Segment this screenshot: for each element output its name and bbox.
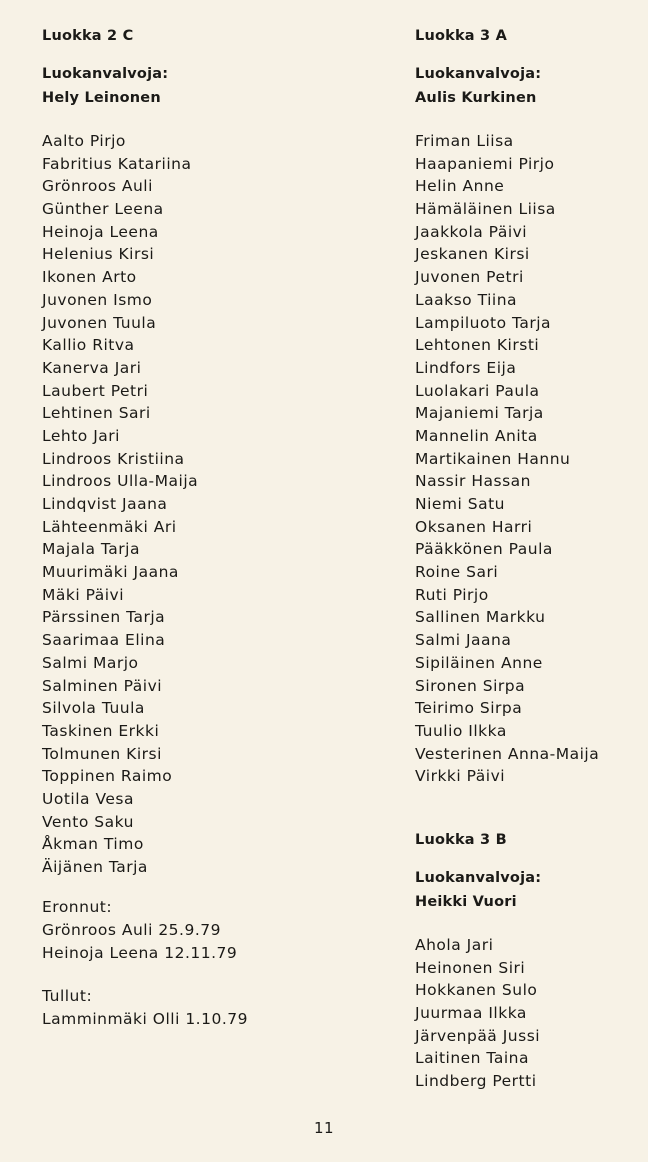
teacher-name: Heikki Vuori bbox=[415, 893, 517, 910]
student-name: Mannelin Anita bbox=[415, 426, 538, 445]
left-school-list bbox=[42, 919, 332, 965]
student-name: Juurmaa Ilkka bbox=[415, 1004, 527, 1022]
student-name: Kanerva Jari bbox=[42, 358, 142, 377]
joined-entry: Lamminmäki Olli 1.10.79 bbox=[42, 1009, 248, 1028]
teacher-name: Hely Leinonen bbox=[42, 90, 161, 106]
student-name: Jaakkola Päivi bbox=[415, 222, 528, 241]
student-name: Lähteenmäki Ari bbox=[42, 517, 177, 536]
teacher-label: Luokanvalvoja: bbox=[415, 66, 542, 82]
student-name: Laitinen Taina bbox=[415, 1049, 529, 1068]
left-school-entry: Heinoja Leena 12.11.79 bbox=[42, 943, 238, 962]
left-school-entry: Grönroos Auli 25.9.79 bbox=[42, 920, 221, 939]
student-name: Åkman Timo bbox=[42, 835, 144, 854]
student-name: Hämäläinen Liisa bbox=[415, 200, 556, 219]
student-name: Juvonen Petri bbox=[415, 268, 524, 287]
student-name: Teirimo Sirpa bbox=[415, 699, 523, 718]
class-heading: Luokka 3 A bbox=[415, 28, 508, 44]
class-heading: Luokka 3 B bbox=[415, 831, 507, 848]
student-name: Uotila Vesa bbox=[42, 789, 134, 808]
student-name: Heinonen Siri bbox=[415, 958, 526, 977]
student-name: Juvonen Ismo bbox=[42, 290, 153, 309]
student-name: Oksanen Harri bbox=[415, 517, 533, 536]
student-name: Äijänen Tarja bbox=[42, 858, 148, 876]
student-name: Sironen Sirpa bbox=[415, 676, 526, 695]
student-name: Muurimäki Jaana bbox=[42, 563, 179, 582]
student-name: Salminen Päivi bbox=[42, 676, 163, 695]
student-name: Juvonen Tuula bbox=[42, 313, 157, 332]
student-name: Martikainen Hannu bbox=[415, 449, 571, 468]
student-name: Lindfors Eija bbox=[415, 358, 517, 377]
student-list bbox=[415, 934, 640, 1093]
student-name: Kallio Ritva bbox=[42, 336, 135, 355]
student-name: Ruti Pirjo bbox=[415, 585, 489, 604]
student-list bbox=[415, 130, 640, 788]
student-name: Helenius Kirsi bbox=[42, 245, 155, 264]
student-name: Tolmunen Kirsi bbox=[42, 744, 162, 763]
class-3-column bbox=[415, 26, 640, 1093]
student-name: Silvola Tuula bbox=[42, 699, 145, 718]
student-name: Mäki Päivi bbox=[42, 585, 125, 604]
student-name: Lindroos Kristiina bbox=[42, 449, 185, 468]
student-name: Vesterinen Anna-Maija bbox=[415, 744, 600, 763]
student-name: Salmi Marjo bbox=[42, 653, 139, 672]
student-name: Laakso Tiina bbox=[415, 290, 518, 309]
teacher-block bbox=[415, 62, 640, 110]
student-name: Roine Sari bbox=[415, 563, 499, 582]
student-name: Aalto Pirjo bbox=[42, 132, 126, 150]
class-2c-column bbox=[42, 26, 332, 1031]
student-name: Laubert Petri bbox=[42, 381, 149, 400]
student-name: Virkki Päivi bbox=[415, 767, 506, 786]
student-name: Grönroos Auli bbox=[42, 177, 153, 196]
teacher-label: Luokanvalvoja: bbox=[415, 869, 542, 886]
page-number: 11 bbox=[313, 1119, 335, 1137]
student-name: Jeskanen Kirsi bbox=[415, 245, 530, 264]
teacher-block bbox=[42, 62, 332, 110]
student-name: Vento Saku bbox=[42, 812, 134, 831]
student-name: Hokkanen Sulo bbox=[415, 981, 538, 1000]
student-name: Helin Anne bbox=[415, 177, 505, 196]
student-list bbox=[42, 130, 332, 879]
joined-list bbox=[42, 1008, 332, 1031]
student-name: Lehtinen Sari bbox=[42, 404, 151, 423]
student-name: Lindroos Ulla-Maija bbox=[42, 472, 199, 491]
student-name: Ahola Jari bbox=[415, 935, 494, 954]
student-name: Pärssinen Tarja bbox=[42, 608, 166, 627]
student-name: Nassir Hassan bbox=[415, 472, 531, 491]
student-name: Lindqvist Jaana bbox=[42, 495, 168, 513]
teacher-label: Luokanvalvoja: bbox=[42, 66, 169, 82]
student-name: Salmi Jaana bbox=[415, 631, 512, 650]
student-name: Taskinen Erkki bbox=[42, 721, 160, 740]
student-name: Ikonen Arto bbox=[42, 268, 137, 287]
student-name: Friman Liisa bbox=[415, 132, 514, 150]
student-name: Lehtonen Kirsti bbox=[415, 336, 540, 355]
class-heading: Luokka 2 C bbox=[42, 28, 134, 44]
student-name: Fabritius Katariina bbox=[42, 154, 192, 173]
joined-label: Tullut: bbox=[42, 986, 93, 1005]
student-name: Pääkkönen Paula bbox=[415, 540, 553, 559]
student-name: Lehto Jari bbox=[42, 426, 120, 445]
student-name: Majala Tarja bbox=[42, 540, 140, 559]
student-name: Niemi Satu bbox=[415, 495, 506, 513]
left-school-label: Eronnut: bbox=[42, 897, 113, 916]
student-name: Saarimaa Elina bbox=[42, 631, 166, 650]
student-name: Heinoja Leena bbox=[42, 222, 159, 241]
student-name: Lampiluoto Tarja bbox=[415, 313, 552, 332]
student-name: Toppinen Raimo bbox=[42, 767, 173, 786]
student-name: Järvenpää Jussi bbox=[415, 1026, 541, 1045]
student-name: Sipiläinen Anne bbox=[415, 653, 543, 672]
teacher-name: Aulis Kurkinen bbox=[415, 90, 537, 106]
student-name: Majaniemi Tarja bbox=[415, 404, 544, 423]
student-name: Luolakari Paula bbox=[415, 381, 540, 400]
student-name: Lindberg Pertti bbox=[415, 1072, 537, 1091]
student-name: Tuulio Ilkka bbox=[415, 721, 507, 740]
teacher-block bbox=[415, 866, 640, 914]
student-name: Haapaniemi Pirjo bbox=[415, 154, 555, 173]
student-name: Sallinen Markku bbox=[415, 608, 546, 627]
student-name: Günther Leena bbox=[42, 200, 164, 219]
